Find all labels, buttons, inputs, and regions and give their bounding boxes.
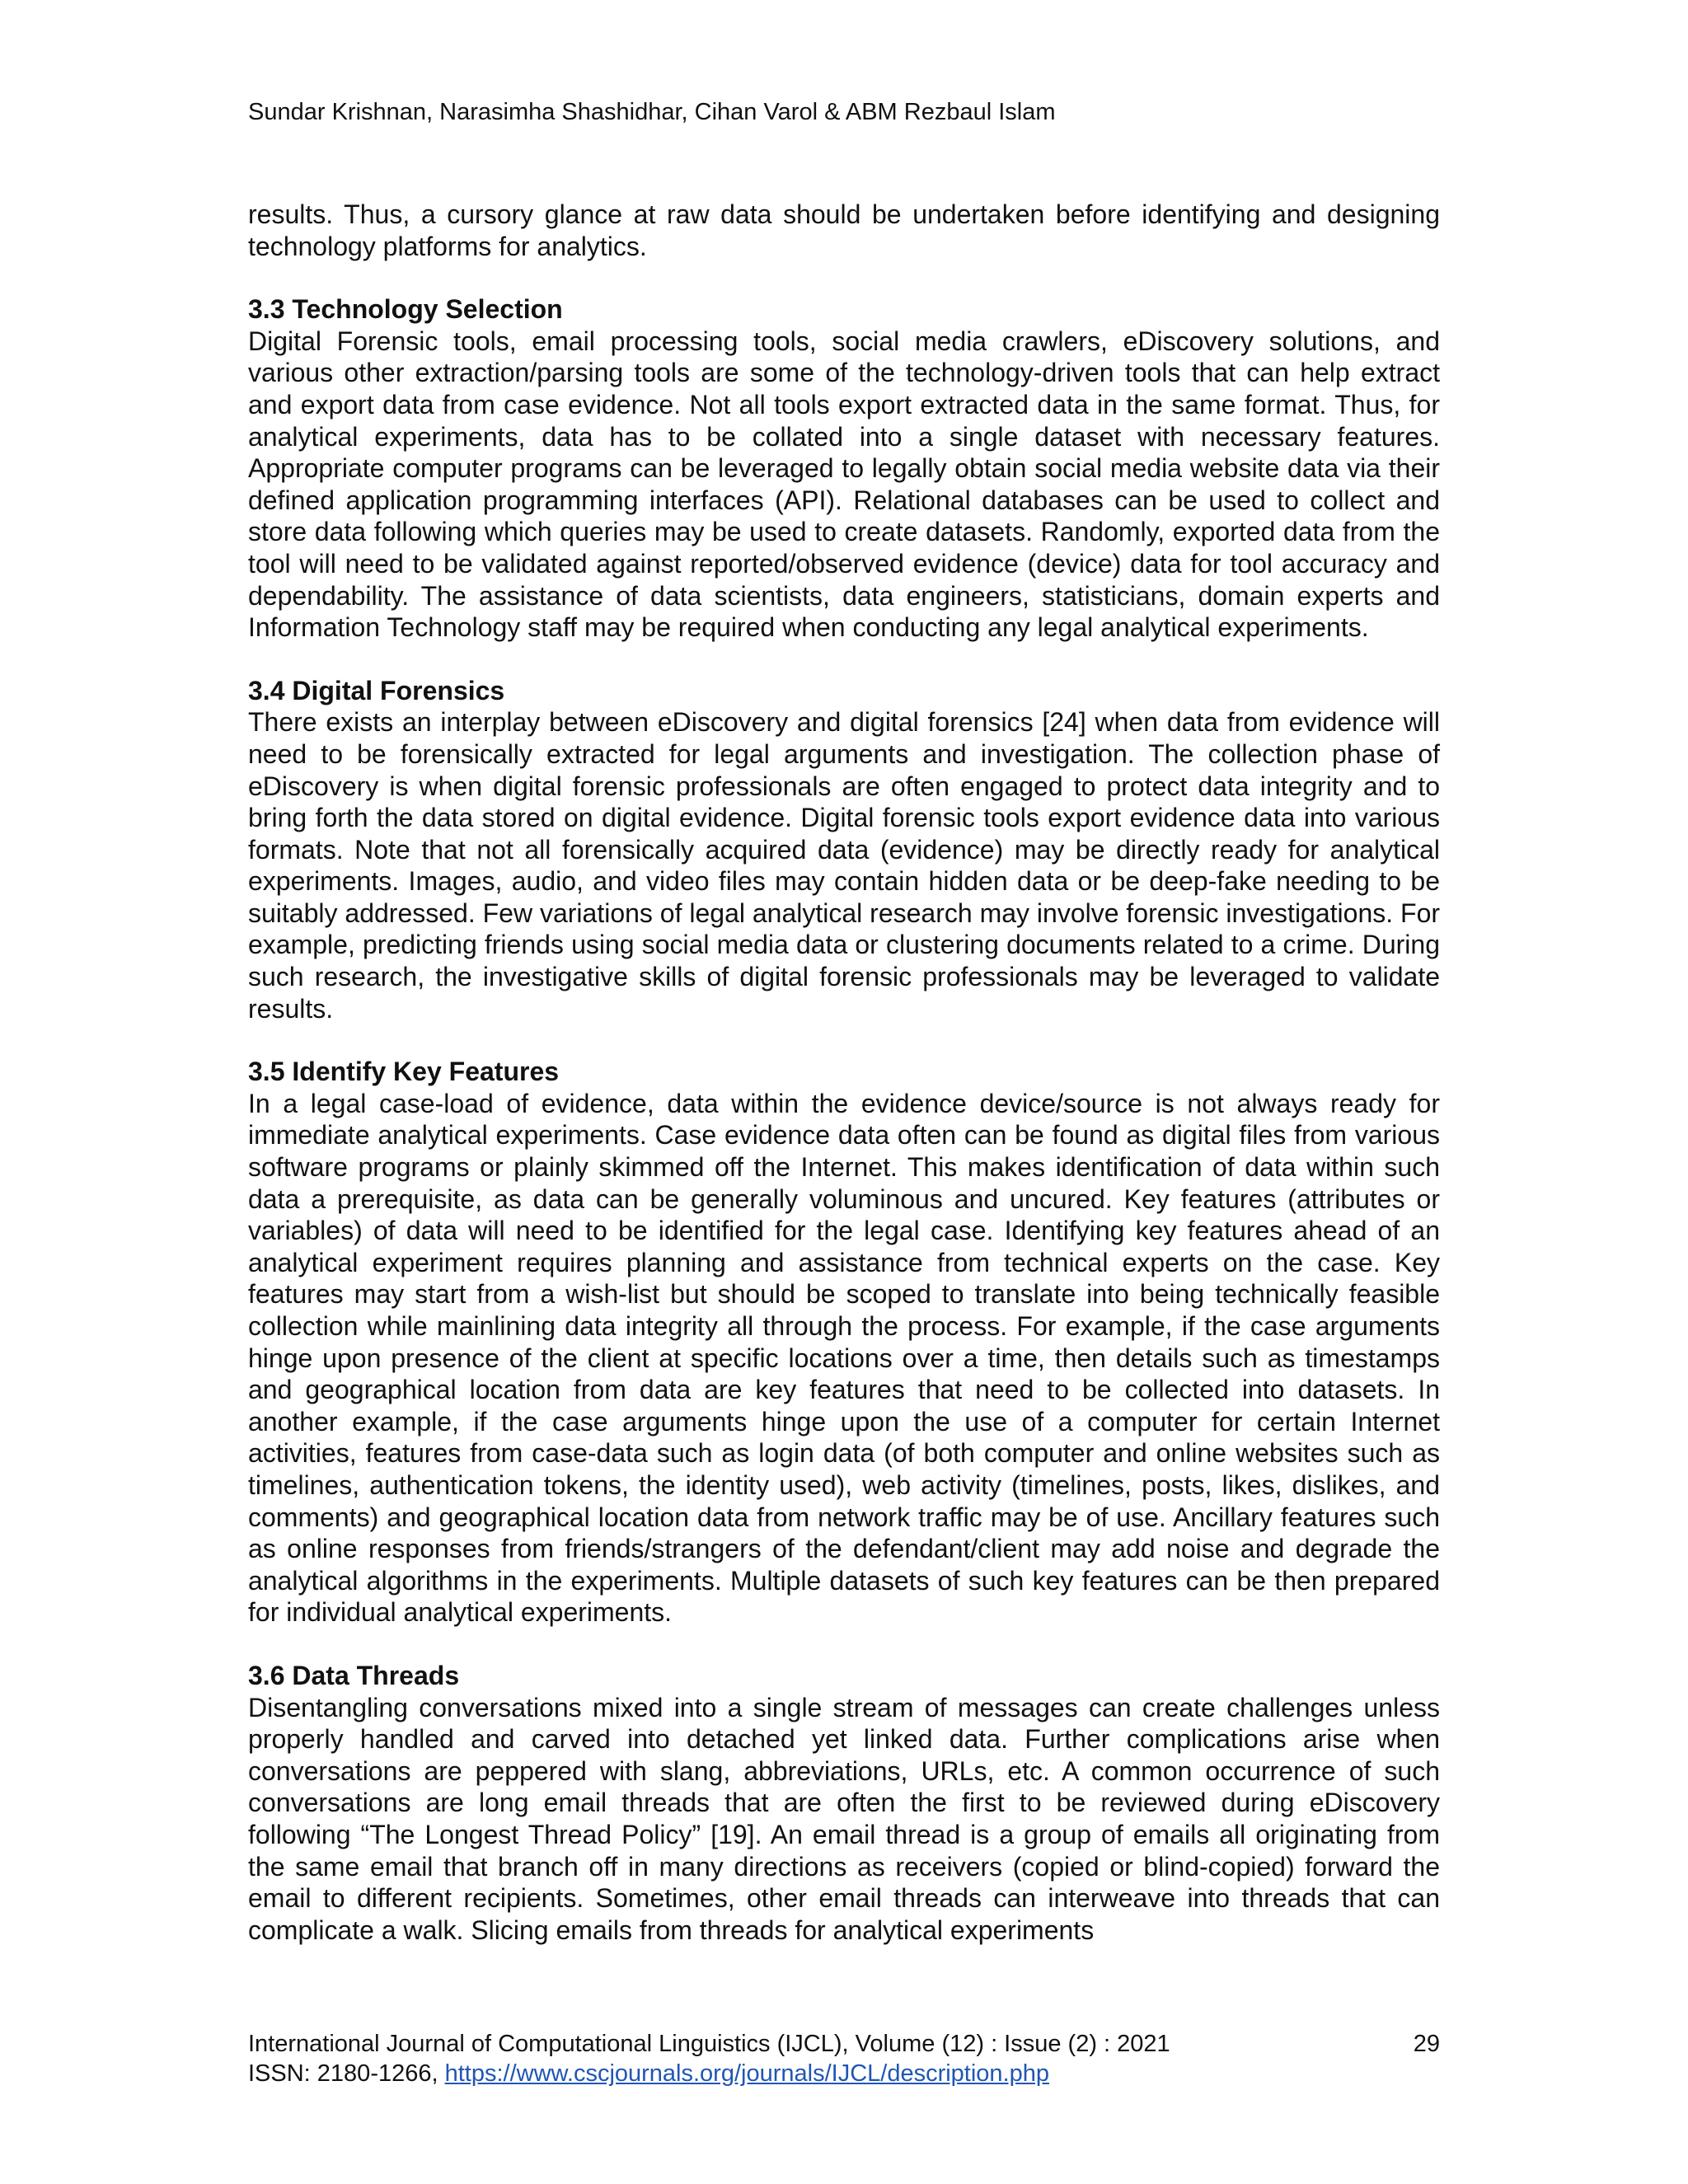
section-data-threads: [248, 1660, 1440, 1946]
running-header-authors: Sundar Krishnan, Narasimha Shashidhar, Cihan Varol & ABM Rezbaul Islam: [248, 99, 1056, 125]
section-digital-forensics: [248, 675, 1440, 1025]
footer-journal-row: [248, 2029, 1440, 2059]
journal-url-link[interactable]: https://www.cscjournals.org/journals/IJCL/description.php: [444, 2060, 1050, 2087]
section-heading: 3.5 Identify Key Features: [248, 1057, 560, 1087]
article-body: [248, 199, 1440, 1946]
page-footer: [248, 2029, 1440, 2088]
page-number: 29: [1413, 2031, 1440, 2057]
section-paragraph: Digital Forensic tools, email processing tools, social media crawlers, eDiscovery solutions, and various other extraction/parsing tools are some of the technology-driven tools that can help extract and export data from case evidence. Not all tools export extracted data in the same format. Thus, for analytical experiments, data has to be collated into a single dataset with necessary features. Appropriate computer programs can be leveraged to legally obtain social media website data via their defined application programming interfaces (API). Relational databases can be used to collect and store data following which queries may be used to create datasets. Randomly, exported data from the tool will need to be validated against reported/observed evidence (device) data for tool accuracy and dependability. The assistance of data scientists, data engineers, statisticians, domain experts and Information Technology staff may be required when conducting any legal analytical experiments.: [248, 326, 1440, 643]
section-heading: 3.4 Digital Forensics: [248, 675, 505, 705]
issn-label: ISSN: 2180-1266,: [248, 2060, 438, 2087]
intro-paragraph: results. Thus, a cursory glance at raw data should be undertaken before identifying and designing technology platforms for analytics.: [248, 199, 1440, 261]
section-paragraph: There exists an interplay between eDiscovery and digital forensics [24] when data from evidence will need to be forensically extracted for legal arguments and investigation. The collection phase of eDiscovery is when digital forensic professionals are often engaged to protect data integrity and to bring forth the data stored on digital evidence. Digital forensic tools export evidence data into various formats. Note that not all forensically acquired data (evidence) may be directly ready for analytical experiments. Images, audio, and video files may contain hidden data or be deep-fake needing to be suitably addressed. Few variations of legal analytical research may involve forensic investigations. For example, predicting friends using social media data or clustering documents related to a crime. During such research, the investigative skills of digital forensic professionals may be leveraged to validate results.: [248, 707, 1441, 1024]
section-heading: 3.3 Technology Selection: [248, 294, 563, 325]
section-heading: 3.6 Data Threads: [248, 1660, 460, 1690]
section-identify-key-features: [248, 1056, 1440, 1629]
journal-citation: International Journal of Computational Linguistics (IJCL), Volume (12) : Issue (2) : 2021: [248, 2031, 1170, 2057]
section-paragraph: In a legal case-load of evidence, data within the evidence device/source is not always ready for immediate analytical experiments. Case evidence data often can be found as digital files from various software programs or plainly skimmed off the Internet. This makes identification of data within such data a prerequisite, as data can be generally voluminous and uncured. Key features (attributes or variables) of data will need to be identified for the legal case. Identifying key features ahead of an analytical experiment requires planning and assistance from technical experts on the case. Key features may start from a wish-list but should be scoped to translate into being technically feasible collection while mainlining data integrity all through the process. For example, if the case arguments hinge upon presence of the client at specific locations over a time, then details such as timestamps and geographical location from data are key features that need to be collected into datasets. In another example, if the case arguments hinge upon the use of a computer for certain Internet activities, features from case-data such as login data (of both computer and online websites such as timelines, authentication tokens, the identity used), web activity (timelines, posts, likes, dislikes, and comments) and geographical location data from network traffic may be of use. Ancillary features such as online responses from friends/strangers of the defendant/client may add noise and degrade the analytical algorithms in the experiments. Multiple datasets of such key features can be then prepared for individual analytical experiments.: [248, 1088, 1440, 1628]
footer-issn-row: [248, 2059, 1440, 2088]
section-paragraph: Disentangling conversations mixed into a single stream of messages can create challenges unless properly handled and carved into detached yet linked data. Further complications arise when conversations are peppered with slang, abbreviations, URLs, etc. A common occurrence of such conversations are long email threads that are often the first to be reviewed during eDiscovery following “The Longest Thread Policy” [19]. An email thread is a group of emails all originating from the same email that branch off in many directions as receivers (copied or blind-copied) forward the email to different recipients. Sometimes, other email threads can interweave into threads that can complicate a walk. Slicing emails from threads for analytical experiments: [248, 1692, 1440, 1945]
section-technology-selection: [248, 293, 1440, 644]
